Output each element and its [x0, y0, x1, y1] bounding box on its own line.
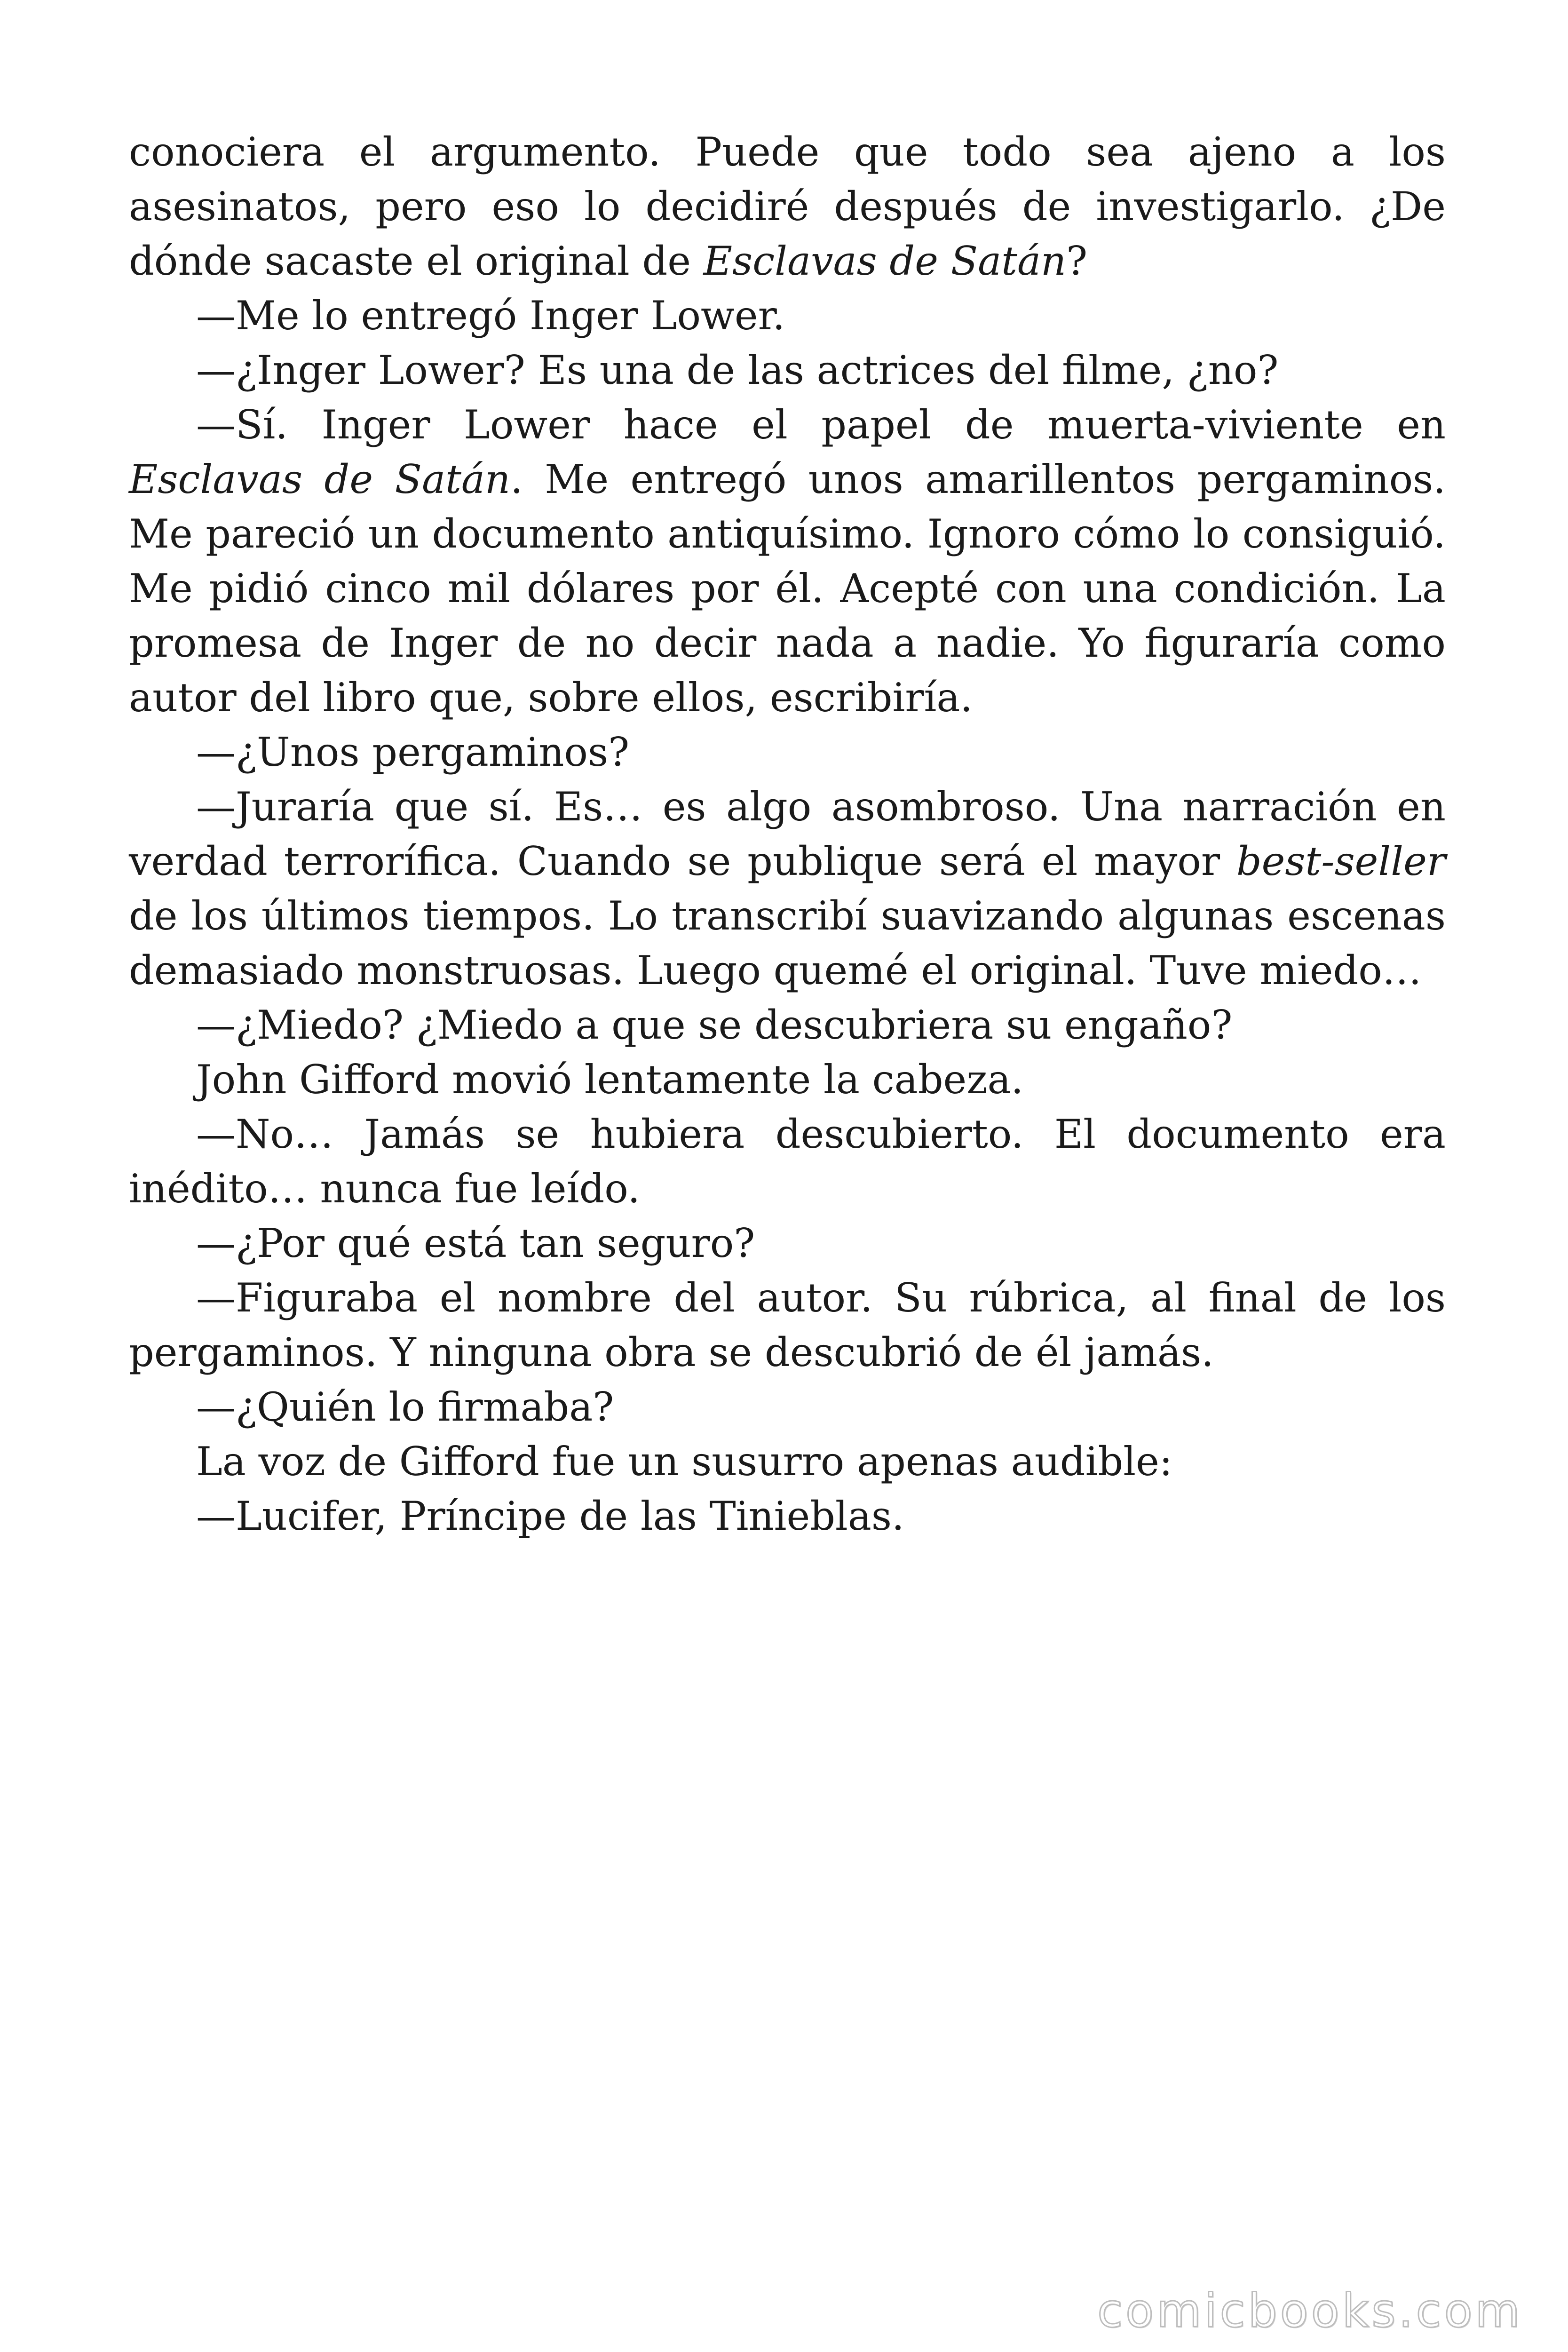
paragraph-text: —¿Por qué está tan seguro? [196, 1220, 755, 1266]
paragraph-text: —¿Quién lo firmaba? [196, 1384, 614, 1430]
paragraph-text: . Me entregó unos amarillentos pergaminos. Me pareció un documento antiquísimo. Ignoro cómo lo consiguió. Me pidió cinco mil dólares por él. Acepté con una condición. La promesa de Inger de no decir nada a nadie. Yo figuraría como autor del libro que, sobre ellos, escribiría. [129, 456, 1446, 721]
paragraph-text: —Juraría que sí. Es… es algo asombroso. Una narración en verdad terrorífica. Cuando se publique será el mayor [129, 784, 1446, 884]
paragraph [129, 343, 1446, 397]
paragraph [129, 1271, 1446, 1380]
paragraph [129, 288, 1446, 343]
paragraph-text: de los últimos tiempos. Lo transcribí suavizando algunas escenas demasiado monstruosas. Luego quemé el original. Tuve miedo… [129, 893, 1446, 993]
book-page-text [129, 125, 1446, 1543]
paragraph [129, 397, 1446, 725]
italic-title-text: Esclavas de Satán [129, 456, 511, 502]
italic-title-text: Esclavas de Satán [703, 238, 1067, 284]
paragraph-text: John Gifford movió lentamente la cabeza. [196, 1057, 1024, 1103]
paragraph-text: —Me lo entregó Inger Lower. [196, 293, 785, 339]
paragraph-text: —Lucifer, Príncipe de las Tinieblas. [196, 1493, 904, 1539]
paragraph [129, 1107, 1446, 1216]
paragraph-text: —¿Miedo? ¿Miedo a que se descubriera su engaño? [196, 1002, 1233, 1048]
paragraph [129, 1380, 1446, 1434]
paragraph [129, 1434, 1446, 1489]
watermark-text: comicbooks.com [1097, 2284, 1523, 2338]
paragraph-text: ? [1066, 238, 1088, 284]
paragraph-text: —Figuraba el nombre del autor. Su rúbrica, al final de los pergaminos. Y ninguna obra se descubrió de él jamás. [129, 1275, 1446, 1375]
italic-title-text: best-seller [1236, 838, 1446, 884]
paragraph-text: conociera el argumento. Puede que todo sea ajeno a los asesinatos, pero eso lo decidiré después de investigarlo. ¿De dónde sacaste el original de [129, 129, 1446, 284]
paragraph-text: —Sí. Inger Lower hace el papel de muerta-viviente en [196, 402, 1446, 448]
paragraph [129, 1052, 1446, 1107]
paragraph [129, 125, 1446, 288]
paragraph-text: —¿Unos pergaminos? [196, 729, 630, 775]
paragraph [129, 998, 1446, 1052]
paragraph-text: La voz de Gifford fue un susurro apenas audible: [196, 1438, 1173, 1485]
paragraph-text: —¿Inger Lower? Es una de las actrices del filme, ¿no? [196, 347, 1279, 393]
paragraph [129, 779, 1446, 998]
paragraph-text: —No… Jamás se hubiera descubierto. El documento era inédito… nunca fue leído. [129, 1111, 1446, 1212]
paragraph [129, 1489, 1446, 1543]
paragraph [129, 1216, 1446, 1271]
paragraph [129, 725, 1446, 779]
